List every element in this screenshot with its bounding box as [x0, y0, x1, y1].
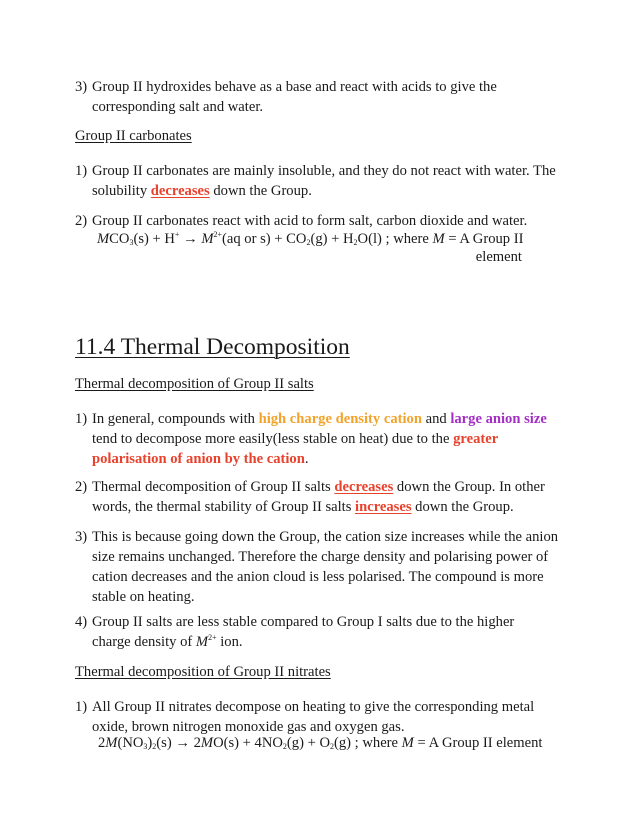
item-number: 2) — [75, 479, 88, 495]
item-number: 3) — [75, 529, 88, 545]
equation-nitrate-decomposition: $2M(NO_3)_2(s) \to 2MO(s) + 4NO_2(g) + O_2(g)$ ; where M = A Group II element — [98, 735, 543, 751]
paragraph-line: Group II salts are less stable compared to Group I salts due to the higher — [92, 614, 515, 630]
paragraph-line: corresponding salt and water. — [92, 99, 264, 115]
highlight-large-anion-size: large anion size — [450, 411, 547, 427]
highlight-decreases: decreases — [150, 183, 210, 199]
highlight-increases: increases — [355, 499, 412, 515]
highlight-decreases: decreases — [334, 479, 394, 495]
highlight-greater-polarisation: greater polarisation of anion by the cation — [92, 431, 498, 467]
paragraph: Thermal decomposition of Group II salts decreases down the Group. In other words, the thermal stability of Group II salts increases down the Group. — [92, 479, 545, 515]
list-item-salts-1 — [75, 409, 565, 469]
list-item-hydroxides — [75, 77, 575, 117]
highlight-high-charge-density: high charge density cation — [258, 411, 422, 427]
paragraph: This is because going down the Group, the cation size increases while the anion size remains unchanged. Therefore the charge density and polarising power of cation decreases and the anion cloud is less polarised. The compound is more stable on heating. — [92, 529, 559, 605]
list-item-nitrates-1 — [75, 697, 575, 737]
subheading-salts: Thermal decomposition of Group II salts — [75, 376, 314, 392]
list-item-salts-4 — [75, 612, 575, 652]
list-item-salts-3 — [75, 527, 575, 607]
subheading-carbonates: Group II carbonates — [75, 128, 192, 144]
item-number: 1) — [75, 411, 88, 427]
paragraph-line: charge density of $M^{2+}$ ion. — [92, 633, 243, 650]
paragraph-line: All Group II nitrates decompose on heating to give the corresponding metal — [92, 699, 535, 715]
section-title: 11.4 Thermal Decomposition — [75, 334, 350, 360]
paragraph: In general, compounds with high charge density cation and large anion size tend to decompose more easily(less stable on heat) due to the greater polarisation of anion by the cation. — [92, 411, 547, 467]
paragraph-line: solubility decreases down the Group. — [92, 183, 312, 199]
paragraph-line: Group II hydroxides behave as a base and react with acids to give the — [92, 79, 497, 95]
item-number: 2) — [75, 213, 88, 229]
equation-carbonate-acid: $MCO_3(s) + H^+ \to M^{2+}(aq$ or $s) + CO_2(g) + H_2O(l)$ ; where M = A Group II — [97, 230, 524, 247]
subheading-nitrates: Thermal decomposition of Group II nitrates — [75, 664, 331, 680]
list-item-salts-2 — [75, 477, 575, 517]
paragraph-line: oxide, brown nitrogen monoxide gas and oxygen gas. — [92, 719, 405, 735]
item-number: 1) — [75, 699, 88, 715]
item-number: 3) — [75, 79, 88, 95]
item-number: 4) — [75, 614, 88, 630]
list-item-carbonates-2 — [75, 211, 595, 231]
paragraph-line: Group II carbonates are mainly insoluble, and they do not react with water. The — [92, 163, 556, 179]
equation-continuation: element — [475, 249, 522, 265]
list-item-carbonates-1 — [75, 161, 595, 201]
item-number: 1) — [75, 163, 88, 179]
paragraph-line: Group II carbonates react with acid to form salt, carbon dioxide and water. — [92, 213, 528, 229]
